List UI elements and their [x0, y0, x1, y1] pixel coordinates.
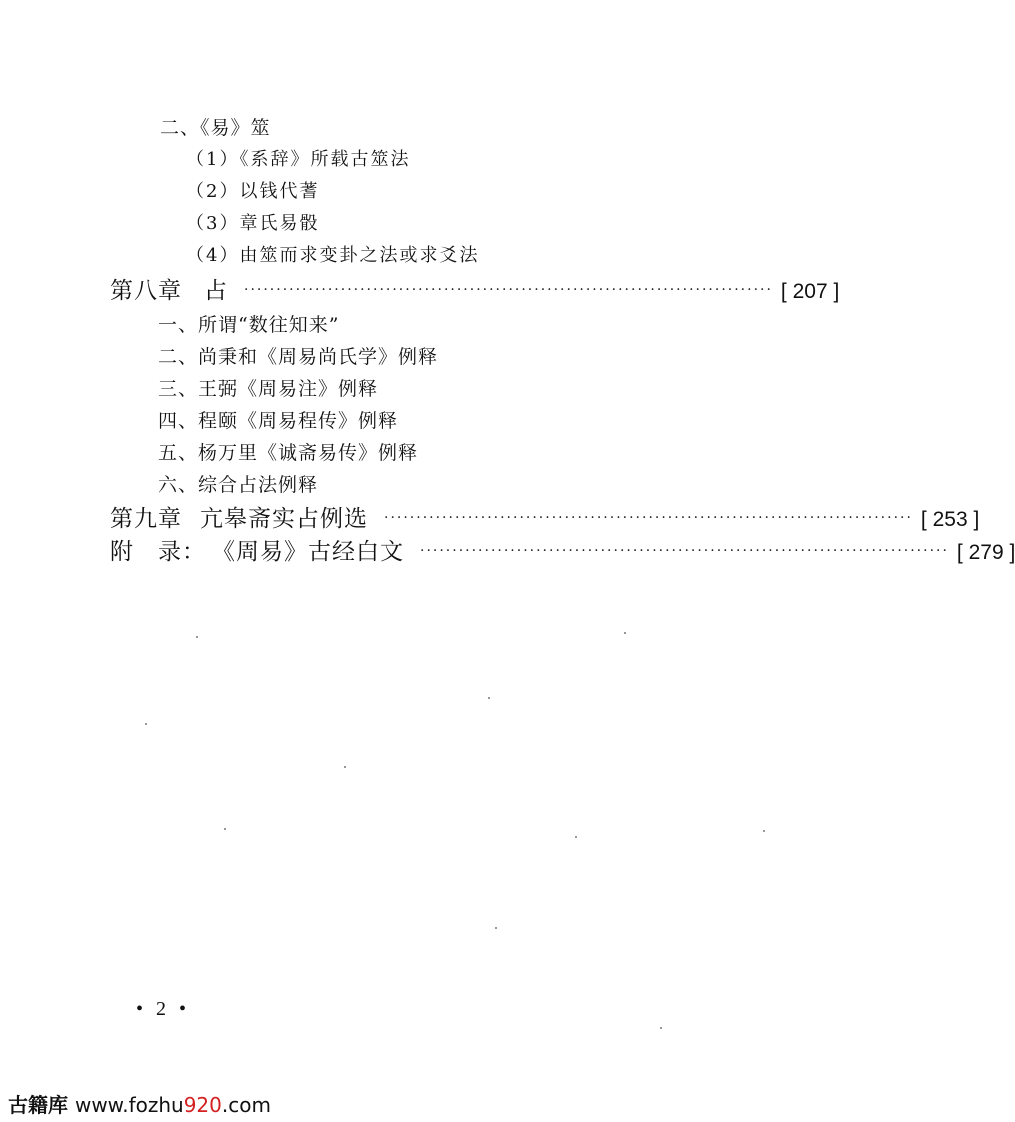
toc-section-yi-shi: 二、《易》筮 — [160, 117, 271, 139]
scan-speck — [495, 927, 497, 929]
toc-section: 三、王弼《周易注》例释 — [158, 378, 379, 400]
scan-speck — [344, 766, 346, 768]
chapter-page: [ 207 ] — [780, 280, 840, 303]
toc-subitem-2: （2）以钱代蓍 — [186, 181, 320, 202]
toc-section: 四、程颐《周易程传》例释 — [158, 410, 399, 432]
appendix-title: 《周易》古经白文 — [212, 539, 404, 565]
page-number: • 2 • — [136, 998, 191, 1020]
scan-speck — [624, 632, 626, 634]
toc-appendix — [110, 539, 1015, 565]
appendix-label: 附 录： — [110, 539, 206, 565]
toc-section: 五、杨万里《诚斋易传》例释 — [158, 442, 419, 464]
scan-speck — [145, 723, 147, 725]
scan-speck — [224, 828, 226, 830]
chapter-number: 第八章 — [110, 278, 182, 304]
leader-dots: ·················································································· — [384, 510, 913, 526]
site-watermark — [8, 1089, 271, 1118]
toc-section: 二、尚秉和《周易尚氏学》例释 — [158, 346, 439, 368]
toc-section: 六、综合占法例释 — [158, 474, 319, 496]
toc-subitem-3: （3）章氏易骰 — [186, 213, 320, 234]
chapter-page: [ 253 ] — [920, 508, 980, 531]
watermark-brand: 古籍库 — [8, 1093, 68, 1117]
scan-speck — [488, 697, 490, 699]
watermark-url: www.fozhu920.com — [74, 1093, 271, 1117]
scan-speck — [763, 830, 765, 832]
toc-subitem-4: （4）由筮而求变卦之法或求爻法 — [186, 245, 480, 266]
scan-speck — [660, 1027, 662, 1029]
leader-dots: ·················································································· — [420, 543, 949, 559]
leader-dots: ·················································································· — [244, 282, 773, 298]
toc-subitem-1: （1）《系辞》所载古筮法 — [186, 149, 411, 170]
scan-speck — [575, 836, 577, 838]
scan-speck — [196, 636, 198, 638]
toc-chapter-8 — [110, 278, 840, 304]
chapter-title: 亢皋斋实占例选 — [200, 506, 368, 532]
toc-chapter-9 — [110, 506, 980, 532]
toc-section: 一、所谓“数往知来” — [158, 314, 340, 336]
appendix-page: [ 279 ] — [956, 541, 1015, 564]
chapter-title: 占 — [204, 278, 228, 304]
chapter-number: 第九章 — [110, 506, 182, 532]
